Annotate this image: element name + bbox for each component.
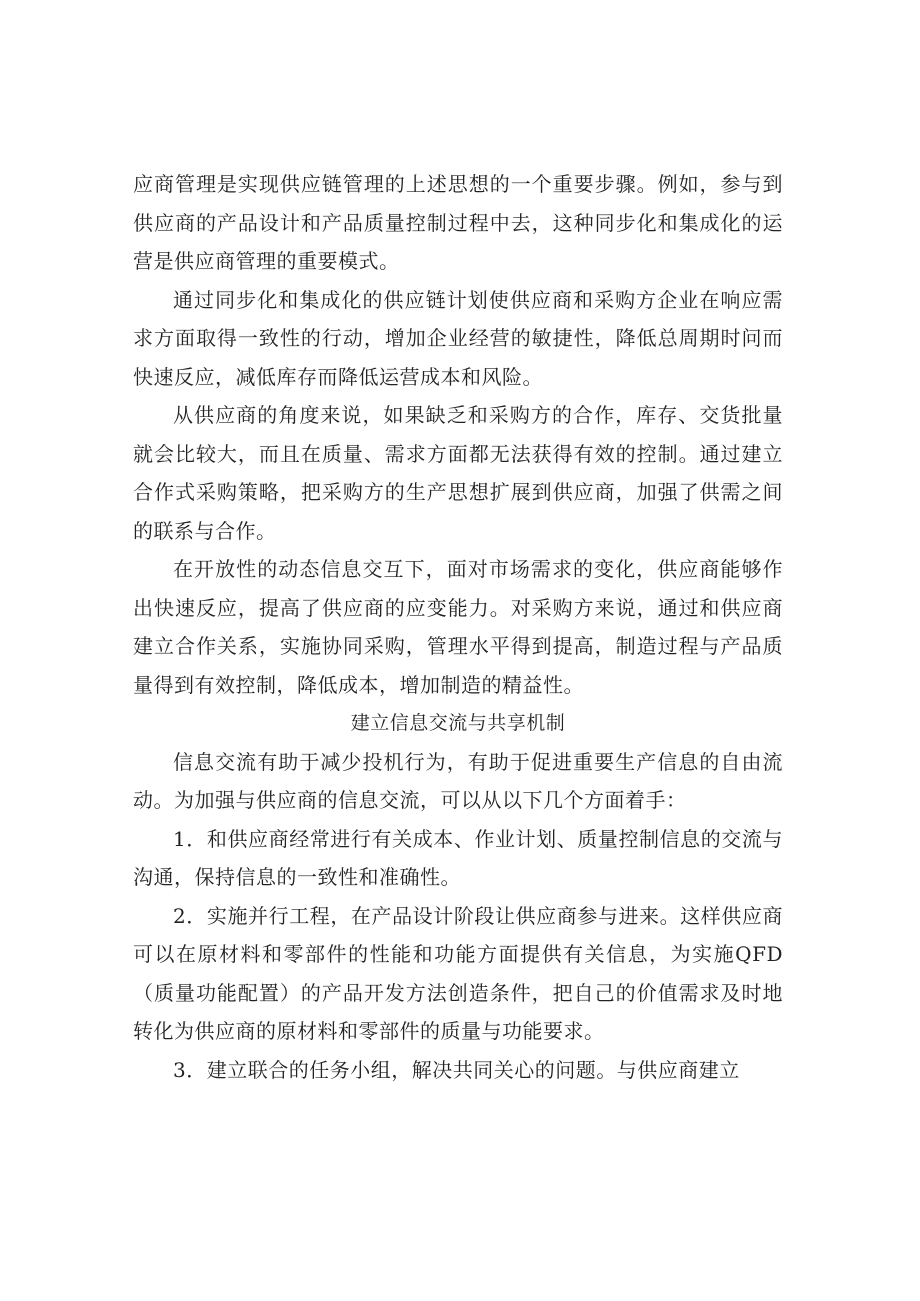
paragraph-1: 应商管理是实现供应链管理的上述思想的一个重要步骤。例如，参与到供应商的产品设计和产品质量控制过程中去，这种同步化和集成化的运营是供应商管理的重要模式。 [133, 172, 783, 273]
paragraph-4: 在开放性的动态信息交互下，面对市场需求的变化，供应商能够作出快速反应，提高了供应商的应变能力。对采购方来说，通过和供应商建立合作关系，实施协同采购，管理水平得到提高，制造过程与产品质量得到有效控制，降低成本，增加制造的精益性。 [133, 557, 783, 697]
paragraph-2: 通过同步化和集成化的供应链计划使供应商和采购方企业在响应需求方面取得一致性的行动，增加企业经营的敏捷性，降低总周期时问而快速反应，减低库存而降低运营成本和风险。 [133, 287, 783, 389]
section-heading: 建立信息交流与共享机制 [350, 712, 566, 734]
list-item-2: 2．实施并行工程，在产品设计阶段让供应商参与进来。这样供应商可以在原材料和零部件的性能和功能方面提供有关信息，为实施QFD（质量功能配置）的产品开发方法创造条件，把自己的价值需求及时地转化为供应商的原材料和零部件的质量与功能要求。 [133, 903, 783, 1043]
list-item-3: 3．建立联合的任务小组，解决共同关心的问题。与供应商建立 [173, 1057, 740, 1082]
paragraph-3: 从供应商的角度来说，如果缺乏和采购方的合作，库存、交货批量就会比较大，而且在质量、需求方面都无法获得有效的控制。通过建立合作式采购策略，把采购方的生产思想扩展到供应商，加强了供需之间的联系与合作。 [133, 403, 783, 543]
list-item-1: 1．和供应商经常进行有关成本、作业计划、质量控制信息的交流与沟通，保持信息的一致性和准确性。 [133, 826, 783, 889]
document-body [133, 165, 783, 1089]
paragraph-5: 信息交流有助于减少投机行为，有助于促进重要生产信息的自由流动。为加强与供应商的信息交流，可以从以下几个方面着手： [133, 749, 783, 812]
